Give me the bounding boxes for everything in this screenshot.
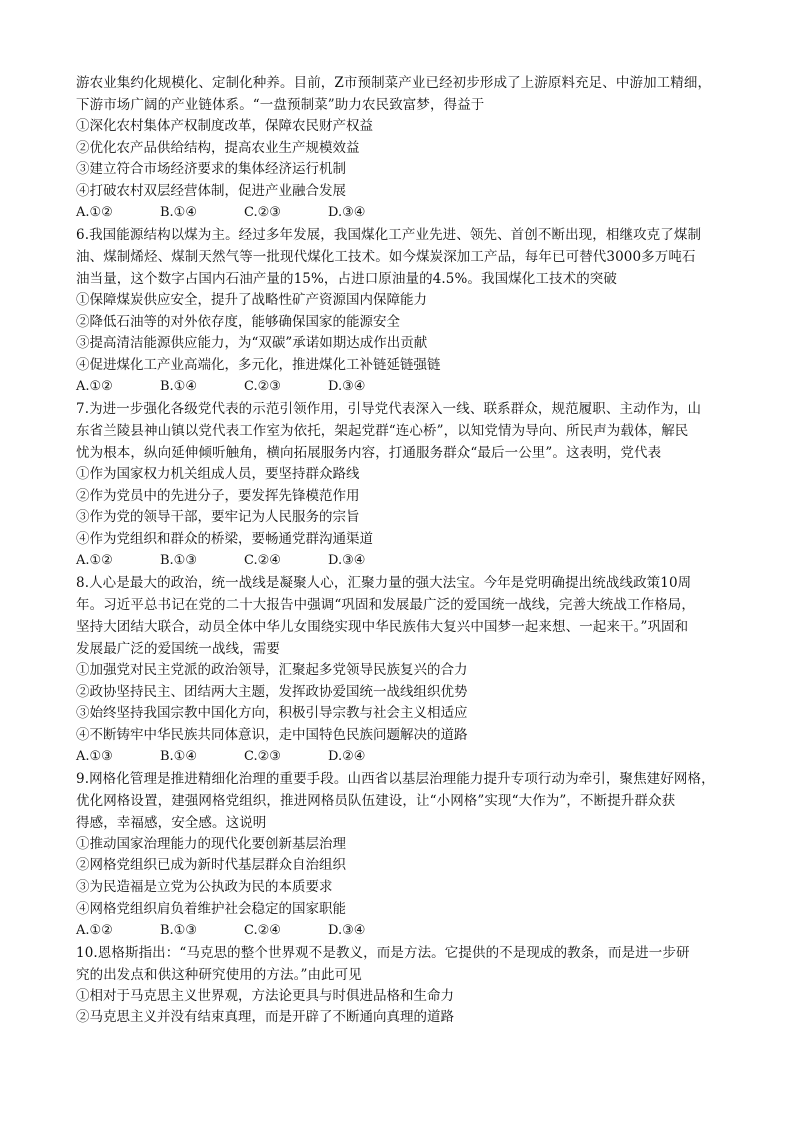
choice-d: D.③④ xyxy=(328,553,366,569)
option-3: ③作为党的领导干部，要牢记为人民服务的宗旨 xyxy=(76,509,360,526)
answer-choices xyxy=(76,550,726,572)
question-stem xyxy=(76,398,726,464)
option-1: ①作为国家权力机关组成人员，要坚持群众路线 xyxy=(76,465,360,482)
option-2: ②优化农产品供给结构，提高农业生产规模效益 xyxy=(76,139,360,156)
option-1: ①深化农村集体产权制度改革，保障农民财产权益 xyxy=(76,118,373,134)
stem-line: 7.为进一步强化各级党代表的示范引领作用，引导党代表深入一线、联系群众，规范履职、主动作为，山 xyxy=(76,400,702,417)
answer-choices xyxy=(76,202,726,224)
question-8 xyxy=(76,572,726,768)
stem-line: 油、煤制烯烃、煤制天然气等一批现代煤化工技术。如今煤炭深加工产品，每年已可替代3000多万吨石 xyxy=(76,248,696,265)
option-3: ③始终坚持我国宗教中国化方向，积极引导宗教与社会主义相适应 xyxy=(76,705,468,722)
stem-line: 8.人心是最大的政治，统一战线是凝聚人心，汇聚力量的强大法宝。今年是党明确提出统战线政策10周 xyxy=(76,574,692,591)
question-stem xyxy=(76,942,726,986)
answer-choices xyxy=(76,746,726,768)
choice-d: D.③④ xyxy=(328,379,366,395)
option-2: ②马克思主义并没有结束真理，而是开辟了不断通向真理的道路 xyxy=(76,1009,454,1026)
stem-line: 究的出发点和供这种研究使用的方法。”由此可见 xyxy=(76,966,362,983)
choice-b: B.①④ xyxy=(160,379,197,395)
option-4: ④网格党组织肩负着维护社会稳定的国家职能 xyxy=(76,900,346,917)
option-3: ③提高清洁能源供应能力，为“双碳”承诺如期达成作出贡献 xyxy=(76,335,428,352)
choice-d: D.③④ xyxy=(328,923,366,939)
choice-a: A.①② xyxy=(76,553,113,569)
answer-choices xyxy=(76,376,726,398)
stem-line: 年。习近平总书记在党的二十大报告中强调“巩固和发展最广泛的爱国统一战线，完善大统战工作格局， xyxy=(76,596,695,613)
question-6 xyxy=(76,224,726,398)
question-stem xyxy=(76,572,726,660)
stem-line: 坚持大团结大联合，动员全体中华儿女围绕实现中华民族伟大复兴中国梦一起来想、一起来干。”巩固和 xyxy=(76,618,689,635)
question-stem xyxy=(76,72,726,116)
option-2: ②网格党组织已成为新时代基层群众自治组织 xyxy=(76,857,346,874)
choice-a: A.①② xyxy=(76,379,113,395)
answer-choices xyxy=(76,920,726,942)
option-1: ①相对于马克思主义世界观，方法论更具与时俱进品格和生命力 xyxy=(76,987,454,1004)
exam-page xyxy=(76,72,726,1029)
choice-c: C.②③ xyxy=(244,205,281,221)
choice-b: B.①③ xyxy=(160,923,197,939)
choice-c: C.②③ xyxy=(244,379,281,395)
choice-b: B.①④ xyxy=(160,749,197,765)
choice-a: A.①③ xyxy=(76,749,113,765)
stem-line: 10.恩格斯指出：“马克思的整个世界观不是教义，而是方法。它提供的不是现成的教条，而是进一步研 xyxy=(76,944,690,961)
stem-line: 得感，幸福感，安全感。这说明 xyxy=(76,814,267,831)
choice-c: C.②④ xyxy=(244,923,281,939)
stem-line: 优化网格设置，建强网格党组织，推进网格员队伍建设，让“小网格”实现“大作为”，不断提升群众获 xyxy=(76,792,676,809)
option-4: ④促进煤化工产业高端化，多元化，推进煤化工补链延链强链 xyxy=(76,356,441,373)
stem-line: 6.我国能源结构以煤为主。经过多年发展，我国煤化工产业先进、领先、首创不断出现，相继攻克了煤制 xyxy=(76,226,702,243)
stem-line: 东省兰陵县神山镇以党代表工作室为依托，架起党群“连心桥”，以知党情为导向、所民声为载体，解民 xyxy=(76,422,689,439)
choice-a: A.①② xyxy=(76,205,113,221)
stem-line: 发展最广泛的爱国统一战线，需要 xyxy=(76,640,280,657)
option-2: ②政协坚持民主、团结两大主题，发挥政协爱国统一战线组织优势 xyxy=(76,683,468,700)
question-stem xyxy=(76,768,726,834)
choice-c: C.②③ xyxy=(244,749,281,765)
option-4: ④打破农村双层经营体制，促进产业融合发展 xyxy=(76,182,346,199)
option-4: ④作为党组织和群众的桥梁，要畅通党群沟通渠道 xyxy=(76,530,373,547)
choice-b: B.①③ xyxy=(160,553,197,569)
question-10 xyxy=(76,942,726,1029)
option-1: ①推动国家治理能力的现代化要创新基层治理 xyxy=(76,835,346,852)
choice-a: A.①② xyxy=(76,923,113,939)
option-3: ③建立符合市场经济要求的集体经济运行机制 xyxy=(76,161,346,178)
stem-line: 游农业集约化规模化、定制化种养。目前，Z市预制菜产业已经初步形成了上游原料充足、中游加工精细， xyxy=(76,75,712,91)
question-9 xyxy=(76,768,726,942)
question-stem xyxy=(76,224,726,290)
choice-b: B.①④ xyxy=(160,205,197,221)
stem-line: 油当量，这个数字占国内石油产量的15%，占进口原油量的4.5%。我国煤化工技术的突破 xyxy=(76,270,618,287)
option-3: ③为民造福是立党为公执政为民的本质要求 xyxy=(76,879,333,896)
question-7 xyxy=(76,398,726,572)
question-5-continued xyxy=(76,72,726,224)
option-4: ④不断铸牢中华民族共同体意识，走中国特色民族问题解决的道路 xyxy=(76,726,468,743)
stem-line: 9.网格化管理是推进精细化治理的重要手段。山西省以基层治理能力提升专项行动为牵引，聚焦建好网格， xyxy=(76,770,715,787)
option-1: ①保障煤炭供应安全，提升了战略性矿产资源国内保障能力 xyxy=(76,291,427,308)
option-2: ②作为党员中的先进分子，要发挥先锋模范作用 xyxy=(76,487,360,504)
option-1: ①加强党对民主党派的政治领导，汇聚起多党领导民族复兴的合力 xyxy=(76,661,468,678)
choice-d: D.②④ xyxy=(328,749,366,765)
option-2: ②降低石油等的对外依存度，能够确保国家的能源安全 xyxy=(76,313,400,330)
choice-c: C.②④ xyxy=(244,553,281,569)
stem-line: 忧为根本，纵向延伸倾听触角，横向拓展服务内容，打通服务群众“最后一公里”。这表明，党代表 xyxy=(76,444,662,461)
stem-line: 下游市场广阔的产业链体系。“一盘预制菜”助力农民致富梦，得益于 xyxy=(76,97,485,113)
choice-d: D.③④ xyxy=(328,205,366,221)
